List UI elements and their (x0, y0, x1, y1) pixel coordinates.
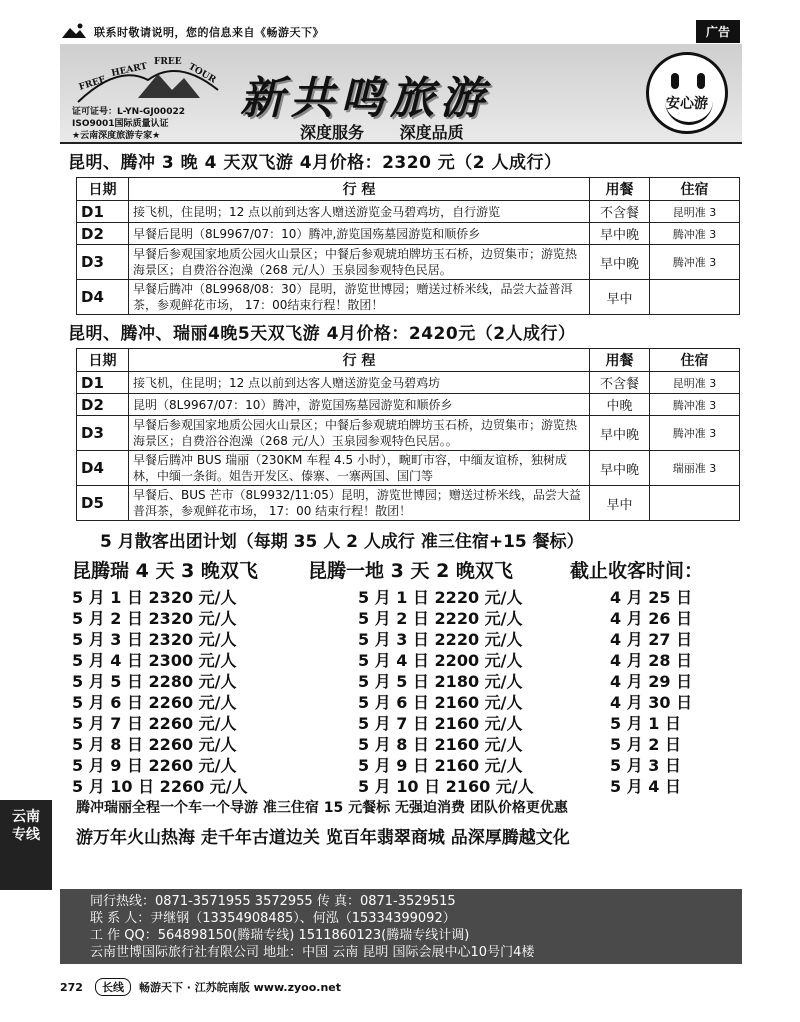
contact-address: 云南世博国际旅行社有限公司 地址：中国 云南 昆明 国际会展中心10号门4楼 (90, 945, 535, 960)
itinerary-cell: 早餐后参观国家地质公园火山景区；中餐后参观琥珀牌坊玉石桥，边贸集市；游览热海景区；自费浴谷泡澡（268 元/人）玉泉园参观特色民居。。 (129, 416, 590, 451)
column-heading: 昆腾一地 3 天 2 晚双飞 (308, 560, 513, 582)
list-item: 5 月 1 日 2220 元/人 (358, 588, 523, 607)
hotel-cell: 腾冲准 3 (650, 223, 740, 245)
smiley-right-eye-icon (697, 73, 705, 89)
meal-cell: 不含餐 (590, 201, 650, 223)
list-item: 5 月 2 日 2320 元/人 (72, 609, 237, 628)
list-item: 5 月 8 日 2260 元/人 (72, 735, 237, 754)
contact-qq: 工 作 QQ：564898150(腾瑞专线) 1511860123(腾瑞专线计调) (90, 928, 470, 943)
list-item: 5 月 8 日 2160 元/人 (358, 735, 523, 754)
svg-text:FREE: FREE (154, 57, 182, 67)
day-cell: D5 (77, 486, 129, 521)
page-footer (60, 976, 740, 998)
list-item: 5 月 2 日 (610, 735, 681, 754)
route1-title: 昆明、腾冲 3 晚 4 天双飞游 4月价格：2320 元（2 人成行） (68, 153, 562, 173)
list-item: 5 月 10 日 2160 元/人 (358, 777, 534, 796)
list-item: 5 月 9 日 2160 元/人 (358, 756, 523, 775)
list-item: 5 月 4 日 2200 元/人 (358, 651, 523, 670)
table-row (77, 280, 740, 315)
source-notice: 联系时敬请说明，您的信息来自《畅游天下》 (94, 26, 324, 39)
col-header-hotel: 住宿 (650, 178, 740, 201)
table-row (77, 245, 740, 280)
col-header-meals: 用餐 (590, 349, 650, 372)
svg-text:FREE: FREE (77, 74, 108, 93)
meal-cell: 早中晚 (590, 245, 650, 280)
hotel-cell: 昆明准 3 (650, 372, 740, 394)
may-departure-schedule (60, 556, 742, 795)
meal-cell: 不含餐 (590, 372, 650, 394)
iso-cert: ISO9001国际质量认证 (72, 119, 169, 129)
table-row (77, 451, 740, 486)
hotel-cell: 腾冲准 3 (650, 245, 740, 280)
list-item: 5 月 1 日 (610, 714, 681, 733)
free-heart-free-tour-logo (68, 50, 228, 110)
list-item: 5 月 9 日 2260 元/人 (72, 756, 237, 775)
table-row (77, 372, 740, 394)
list-item: 5 月 5 日 2180 元/人 (358, 672, 523, 691)
company-title: 新共鸣旅游 (240, 73, 490, 124)
list-item: 5 月 5 日 2280 元/人 (72, 672, 237, 691)
list-item: 5 月 3 日 2320 元/人 (72, 630, 237, 649)
itinerary-cell: 接飞机，住昆明；12 点以前到达客人赠送游览金马碧鸡坊 (129, 372, 590, 394)
svg-text:TOUR: TOUR (186, 61, 218, 86)
hotel-cell: 昆明准 3 (650, 201, 740, 223)
license-number: 证可证号：L-YN-GJ00022 (72, 107, 185, 117)
route1-itinerary-table (76, 177, 740, 315)
meal-cell: 早中晚 (590, 223, 650, 245)
list-item: 4 月 25 日 (610, 588, 693, 607)
meal-cell: 早中晚 (590, 416, 650, 451)
itinerary-cell: 早餐后腾冲 BUS 瑞丽（230KM 车程 4.5 小时），畹町市容，中缅友谊桥，独树成林，中缅一条街。姐告开发区、傣寨、一寨两国、国门等 (129, 451, 590, 486)
list-item: 5 月 6 日 2260 元/人 (72, 693, 237, 712)
col-header-date: 日期 (77, 349, 129, 372)
col-header-meals: 用餐 (590, 178, 650, 201)
company-slogan: 深度服务 深度品质 (300, 123, 464, 142)
list-item: 5 月 7 日 2160 元/人 (358, 714, 523, 733)
list-item: 4 月 28 日 (610, 651, 693, 670)
col-header-itinerary: 行 程 (129, 349, 590, 372)
kunteng-column (308, 556, 570, 795)
col-header-itinerary: 行 程 (129, 178, 590, 201)
list-item: 5 月 6 日 2160 元/人 (358, 693, 523, 712)
side-tab (0, 800, 52, 890)
table-row (77, 416, 740, 451)
hotel-cell: 瑞丽准 3 (650, 451, 740, 486)
top-notice-bar (60, 20, 740, 44)
smiley-text: 安心游 (666, 96, 708, 112)
route2-itinerary-table (76, 348, 740, 521)
list-item: 5 月 4 日 2300 元/人 (72, 651, 237, 670)
list-item: 5 月 4 日 (610, 777, 681, 796)
magazine-logo-icon (60, 22, 88, 42)
ad-label: 广告 (696, 20, 740, 43)
day-cell: D4 (77, 280, 129, 315)
smiley-left-eye-icon (671, 73, 679, 89)
expert-tagline: ★云南深度旅游专家★ (72, 131, 161, 141)
list-item: 5 月 2 日 2220 元/人 (358, 609, 523, 628)
tourism-banner: 游万年火山热海 走千年古道边关 览百年翡翠商城 品深厚腾越文化 (76, 828, 570, 848)
day-cell: D3 (77, 245, 129, 280)
meal-cell: 早中 (590, 486, 650, 521)
page-number: 272 (60, 980, 83, 994)
kunteng-rui-column (72, 556, 308, 795)
itinerary-cell: 早餐后昆明（8L9967/07：10）腾冲,游览国殇墓园游览和顺侨乡 (129, 223, 590, 245)
route2-title: 昆明、腾冲、瑞丽4晚5天双飞游 4月价格：2420元（2人成行） (68, 324, 576, 344)
day-cell: D1 (77, 201, 129, 223)
table-row (77, 201, 740, 223)
col-header-hotel: 住宿 (650, 349, 740, 372)
itinerary-cell: 昆明（8L9967/07：10）腾冲，游览国殇墓园游览和顺侨乡 (129, 394, 590, 416)
footer-text: 畅游天下 · 江苏皖南版 www.zyoo.net (138, 981, 342, 994)
itinerary-cell: 早餐后腾冲（8L9968/08：30）昆明，游览世博园；赠送过桥米线，品尝大益普洱茶，参观鲜花市场， 17：00结束行程！散团！ (129, 280, 590, 315)
list-item: 5 月 10 日 2260 元/人 (72, 777, 248, 796)
meal-cell: 早中晚 (590, 451, 650, 486)
day-cell: D2 (77, 394, 129, 416)
deadline-column (570, 556, 740, 795)
list-item: 5 月 3 日 (610, 756, 681, 775)
table-row (77, 486, 740, 521)
meal-cell: 早中 (590, 280, 650, 315)
list-item: 5 月 1 日 2320 元/人 (72, 588, 237, 607)
list-item: 5 月 7 日 2260 元/人 (72, 714, 237, 733)
list-item: 4 月 26 日 (610, 609, 693, 628)
day-cell: D4 (77, 451, 129, 486)
contact-person: 联 系 人：尹继钢（13354908485）、何泓（15334399092） (90, 911, 456, 926)
col-header-date: 日期 (77, 178, 129, 201)
day-cell: D2 (77, 223, 129, 245)
column-heading: 截止收客时间： (570, 560, 704, 582)
day-cell: D3 (77, 416, 129, 451)
list-item: 4 月 27 日 (610, 630, 693, 649)
contact-hotline: 同行热线：0871-3571955 3572955 传 真：0871-3529515 (90, 894, 456, 909)
certification-info (72, 106, 185, 142)
svg-text:HEART: HEART (110, 61, 149, 79)
hotel-cell: 腾冲准 3 (650, 416, 740, 451)
section-badge: 长线 (95, 978, 131, 996)
hotel-cell: 腾冲准 3 (650, 394, 740, 416)
service-note: 腾冲瑞丽全程一个车一个导游 准三住宿 15 元餐标 无强迫消费 团队价格更优惠 (76, 800, 568, 816)
hotel-cell (650, 280, 740, 315)
list-item: 4 月 30 日 (610, 693, 693, 712)
side-tab-label: 云南专线 (12, 809, 40, 843)
column-heading: 昆腾瑞 4 天 3 晚双飞 (72, 560, 258, 582)
hotel-cell (650, 486, 740, 521)
list-item: 5 月 3 日 2220 元/人 (358, 630, 523, 649)
ad-header (60, 44, 742, 144)
day-cell: D1 (77, 372, 129, 394)
contact-box (60, 889, 742, 964)
table-row (77, 223, 740, 245)
advertisement-page (60, 44, 742, 966)
itinerary-cell: 接飞机，住昆明；12 点以前到达客人赠送游览金马碧鸡坊，自行游览 (129, 201, 590, 223)
meal-cell: 中晚 (590, 394, 650, 416)
may-plan-title: 5 月散客出团计划（每期 35 人 2 人成行 准三住宿+15 餐标） (100, 532, 584, 552)
itinerary-cell: 早餐后、BUS 芒市（8L9932/11:05）昆明，游览世博园；赠送过桥米线，品尝大益普洱茶，参观鲜花市场， 17：00 结束行程！散团！ (129, 486, 590, 521)
smiley-badge (646, 52, 728, 134)
itinerary-cell: 早餐后参观国家地质公园火山景区；中餐后参观琥珀牌坊玉石桥，边贸集市；游览热海景区；自费浴谷泡澡（268 元/人）玉泉园参观特色民居。 (129, 245, 590, 280)
table-row (77, 394, 740, 416)
list-item: 4 月 29 日 (610, 672, 693, 691)
